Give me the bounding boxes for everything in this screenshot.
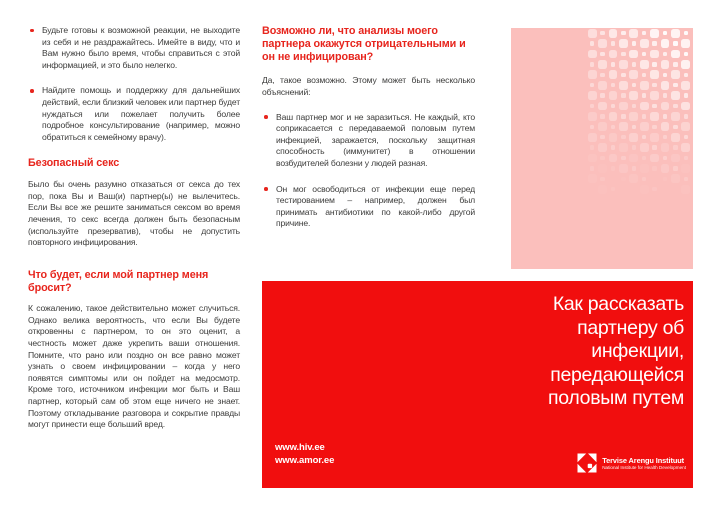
mosaic-square [621, 73, 625, 77]
mosaic-square [600, 114, 604, 118]
mosaic-square [629, 174, 638, 183]
mosaic-square [588, 174, 597, 183]
paragraph-partner-leaves: К сожалению, такое действительно может случиться. Однако велика вероятность, что если Вы будете откровенны с партнером, то он это оценит, а честность может даже укрепить ваши отношения. Помните, что рано или поздно он все равно может узнать о своем инфицировании – когда у него появятся симптомы или он пойдет на медосмотр. Кроме того, источником инфекции мог быть и Ваш партнер, который сам об этом еще ничего не знает. Поэтому откладывание разговора и сокрытие правды могут принести еще больший вред. [28, 303, 240, 430]
mosaic-square [619, 143, 628, 152]
mosaic-square [684, 52, 688, 56]
link-amor[interactable]: www.amor.ee [275, 454, 335, 466]
mosaic-square [681, 102, 690, 111]
mosaic-square [661, 60, 670, 69]
mosaic-square [684, 156, 688, 160]
list-item: Ваш партнер мог и не заразиться. Не каждый, кто соприкасается с передаваемой половым путем инфекцией, заражается, поскольку защитная способность (иммунитет) в отношении возбудителей болезни у людей разная. [262, 112, 475, 170]
mosaic-square [681, 164, 690, 173]
mosaic-square [609, 70, 618, 79]
mosaic-square [642, 156, 646, 160]
mosaic-square [673, 104, 677, 108]
mosaic-square [619, 164, 628, 173]
mosaic-square [684, 31, 688, 35]
mosaic-square [663, 135, 667, 139]
list-item: Он мог освободиться от инфекции еще перед тестированием – например, должен был принимать антибиотики по какой-либо другой причине. [262, 184, 475, 230]
mosaic-square [629, 29, 638, 38]
mosaic-square [611, 62, 615, 66]
mosaic-square [681, 143, 690, 152]
mosaic-square [590, 62, 594, 66]
mosaic-square [650, 29, 659, 38]
mosaic-square [684, 73, 688, 77]
mosaic-square [629, 112, 638, 121]
mosaic-square [671, 70, 680, 79]
mosaic-square [640, 39, 649, 48]
mosaic-square [640, 143, 649, 152]
mosaic-pattern [587, 28, 692, 200]
mosaic-square [611, 187, 615, 191]
cover-title [548, 293, 684, 411]
mosaic-square [642, 52, 646, 56]
list-item: Найдите помощь и поддержку для дальнейших действий, если близкий человек или партнер будет нуждаться или пожелает получить более подробное консультирование (например, можно обратиться к семейному врачу). [28, 85, 240, 143]
mosaic-square [588, 112, 597, 121]
mosaic-square [650, 70, 659, 79]
tai-logo [577, 453, 686, 473]
mosaic-square [640, 81, 649, 90]
mosaic-square [609, 29, 618, 38]
cover-title-line: Как рассказать [552, 293, 684, 315]
mosaic-square [590, 104, 594, 108]
mosaic-square [621, 31, 625, 35]
cover-title-line: половым путем [548, 387, 684, 409]
mosaic-square [588, 154, 597, 163]
mosaic-square [619, 60, 628, 69]
mosaic-square [619, 102, 628, 111]
mosaic-square [671, 154, 680, 163]
mosaic-square [661, 102, 670, 111]
mosaic-square [621, 52, 625, 56]
mosaic-square [673, 145, 677, 149]
mosaic-square [588, 91, 597, 100]
mosaic-square [590, 83, 594, 87]
paragraph-intro: Да, такое возможно. Этому может быть несколько объяснений: [262, 75, 475, 97]
mosaic-square [609, 154, 618, 163]
mosaic-square [621, 177, 625, 181]
mosaic-square [632, 166, 636, 170]
mosaic-square [588, 29, 597, 38]
mosaic-square [632, 83, 636, 87]
mosaic-square [661, 39, 670, 48]
mosaic-square [671, 133, 680, 142]
mosaic-square [598, 185, 607, 194]
mosaic-square [590, 125, 594, 129]
mosaic-square [611, 104, 615, 108]
mosaic-square [684, 135, 688, 139]
mosaic-square [661, 164, 670, 173]
link-hiv[interactable]: www.hiv.ee [275, 442, 325, 453]
section-heading-negative-tests: Возможно ли, что анализы моего партнера окажутся отрицательными и он не инфицирован? [262, 25, 466, 63]
mosaic-square [684, 93, 688, 97]
mosaic-square [681, 122, 690, 131]
mosaic-square [640, 185, 649, 194]
mosaic-square [661, 143, 670, 152]
mosaic-square [629, 154, 638, 163]
mosaic-square [609, 91, 618, 100]
tai-logo-mark-icon [577, 453, 597, 473]
mosaic-square [650, 154, 659, 163]
mosaic-square [652, 62, 656, 66]
mosaic-square [681, 185, 690, 194]
mosaic-square [632, 125, 636, 129]
mosaic-square [621, 135, 625, 139]
mosaic-square [652, 187, 656, 191]
section-heading-safe-sex: Безопасный секс [28, 157, 120, 170]
mosaic-square [684, 114, 688, 118]
mosaic-square [598, 143, 607, 152]
mosaic-square [588, 70, 597, 79]
mosaic-square [609, 50, 618, 59]
mosaic-square [652, 104, 656, 108]
mosaic-square [588, 133, 597, 142]
mosaic-square [590, 41, 594, 45]
mosaic-square [671, 174, 680, 183]
mosaic-square [619, 81, 628, 90]
mosaic-square [640, 102, 649, 111]
cover-title-line: партнеру об [577, 316, 684, 339]
mosaic-square [681, 39, 690, 48]
mosaic-square [663, 177, 667, 181]
mosaic-square [600, 73, 604, 77]
mosaic-square [588, 50, 597, 59]
tai-logo-texts [602, 456, 686, 471]
mosaic-square [640, 164, 649, 173]
mosaic-square [609, 112, 618, 121]
mosaic-square [629, 70, 638, 79]
mosaic-square [640, 122, 649, 131]
mosaic-square [642, 93, 646, 97]
mosaic-square [611, 125, 615, 129]
mosaic-square [611, 41, 615, 45]
cover-top-panel [511, 28, 693, 269]
mosaic-square [673, 41, 677, 45]
mosaic-square [598, 39, 607, 48]
mosaic-square [619, 39, 628, 48]
mosaic-square [673, 166, 677, 170]
mosaic-square [650, 112, 659, 121]
mosaic-square [650, 91, 659, 100]
mosaic-square [598, 122, 607, 131]
mosaic-square [673, 125, 677, 129]
mosaic-square [600, 177, 604, 181]
mosaic-square [621, 114, 625, 118]
mosaic-square [590, 166, 594, 170]
mosaic-square [673, 62, 677, 66]
panel-left [28, 25, 240, 442]
mosaic-square [600, 52, 604, 56]
mosaic-square [611, 145, 615, 149]
bullet-list-middle [262, 112, 475, 230]
mosaic-square [642, 73, 646, 77]
mosaic-square [663, 52, 667, 56]
paragraph-safe-sex: Было бы очень разумно отказаться от секса до тех пор, пока Вы и Ваш(и) партнер(ы) не вылечитесь. Если Вы все же решите заниматься сексом во время лечения, то секс всегда должен быть безопасным (используйте презерватив), чтобы не допустить повторного инфицирования. [28, 179, 240, 248]
mosaic-square [684, 177, 688, 181]
mosaic-square [650, 50, 659, 59]
mosaic-square [652, 83, 656, 87]
mosaic-square [652, 145, 656, 149]
mosaic-square [598, 164, 607, 173]
mosaic-square [650, 133, 659, 142]
mosaic-square [661, 122, 670, 131]
mosaic-square [673, 83, 677, 87]
mosaic-square [663, 31, 667, 35]
mosaic-square [619, 122, 628, 131]
mosaic-square [642, 114, 646, 118]
mosaic-square [663, 73, 667, 77]
mosaic-square [642, 177, 646, 181]
mosaic-square [598, 102, 607, 111]
list-item: Будьте готовы к возможной реакции, не выходите из себя и не раздражайтесь. Имейте в виду, что и Вам нужно было время, чтобы справиться с этой информацией, и это было нелегко. [28, 25, 240, 71]
mosaic-square [629, 133, 638, 142]
cover-title-line: передающейся [550, 363, 684, 386]
mosaic-square [600, 135, 604, 139]
mosaic-square [609, 133, 618, 142]
mosaic-square [671, 112, 680, 121]
mosaic-square [632, 104, 636, 108]
mosaic-square [663, 93, 667, 97]
mosaic-square [681, 60, 690, 69]
bullet-list-left [28, 25, 240, 143]
mosaic-square [598, 81, 607, 90]
mosaic-square [590, 145, 594, 149]
website-links [275, 442, 334, 467]
cover-title-line: инфекции, [591, 340, 684, 362]
mosaic-square [629, 50, 638, 59]
mosaic-square [661, 81, 670, 90]
mosaic-square [652, 166, 656, 170]
tai-logo-tagline: National Institute for Health Development [602, 464, 686, 470]
tai-logo-name: Tervise Arengu Instituut [602, 455, 685, 465]
mosaic-square [671, 50, 680, 59]
mosaic-square [652, 125, 656, 129]
mosaic-square [632, 41, 636, 45]
mosaic-square [671, 29, 680, 38]
mosaic-square [681, 81, 690, 90]
mosaic-square [642, 31, 646, 35]
section-heading-partner-leaves: Что будет, если мой партнер меня бросит? [28, 268, 209, 294]
mosaic-square [642, 135, 646, 139]
mosaic-square [640, 60, 649, 69]
mosaic-square [621, 93, 625, 97]
mosaic-square [663, 114, 667, 118]
mosaic-square [598, 60, 607, 69]
mosaic-square [600, 93, 604, 97]
mosaic-square [611, 83, 615, 87]
mosaic-square [632, 62, 636, 66]
mosaic-square [671, 91, 680, 100]
mosaic-square [652, 41, 656, 45]
mosaic-square [621, 156, 625, 160]
panel-middle [262, 25, 475, 244]
mosaic-square [600, 156, 604, 160]
mosaic-square [663, 156, 667, 160]
mosaic-square [611, 166, 615, 170]
mosaic-square [632, 145, 636, 149]
red-band [262, 281, 693, 488]
mosaic-square [629, 91, 638, 100]
mosaic-square [600, 31, 604, 35]
